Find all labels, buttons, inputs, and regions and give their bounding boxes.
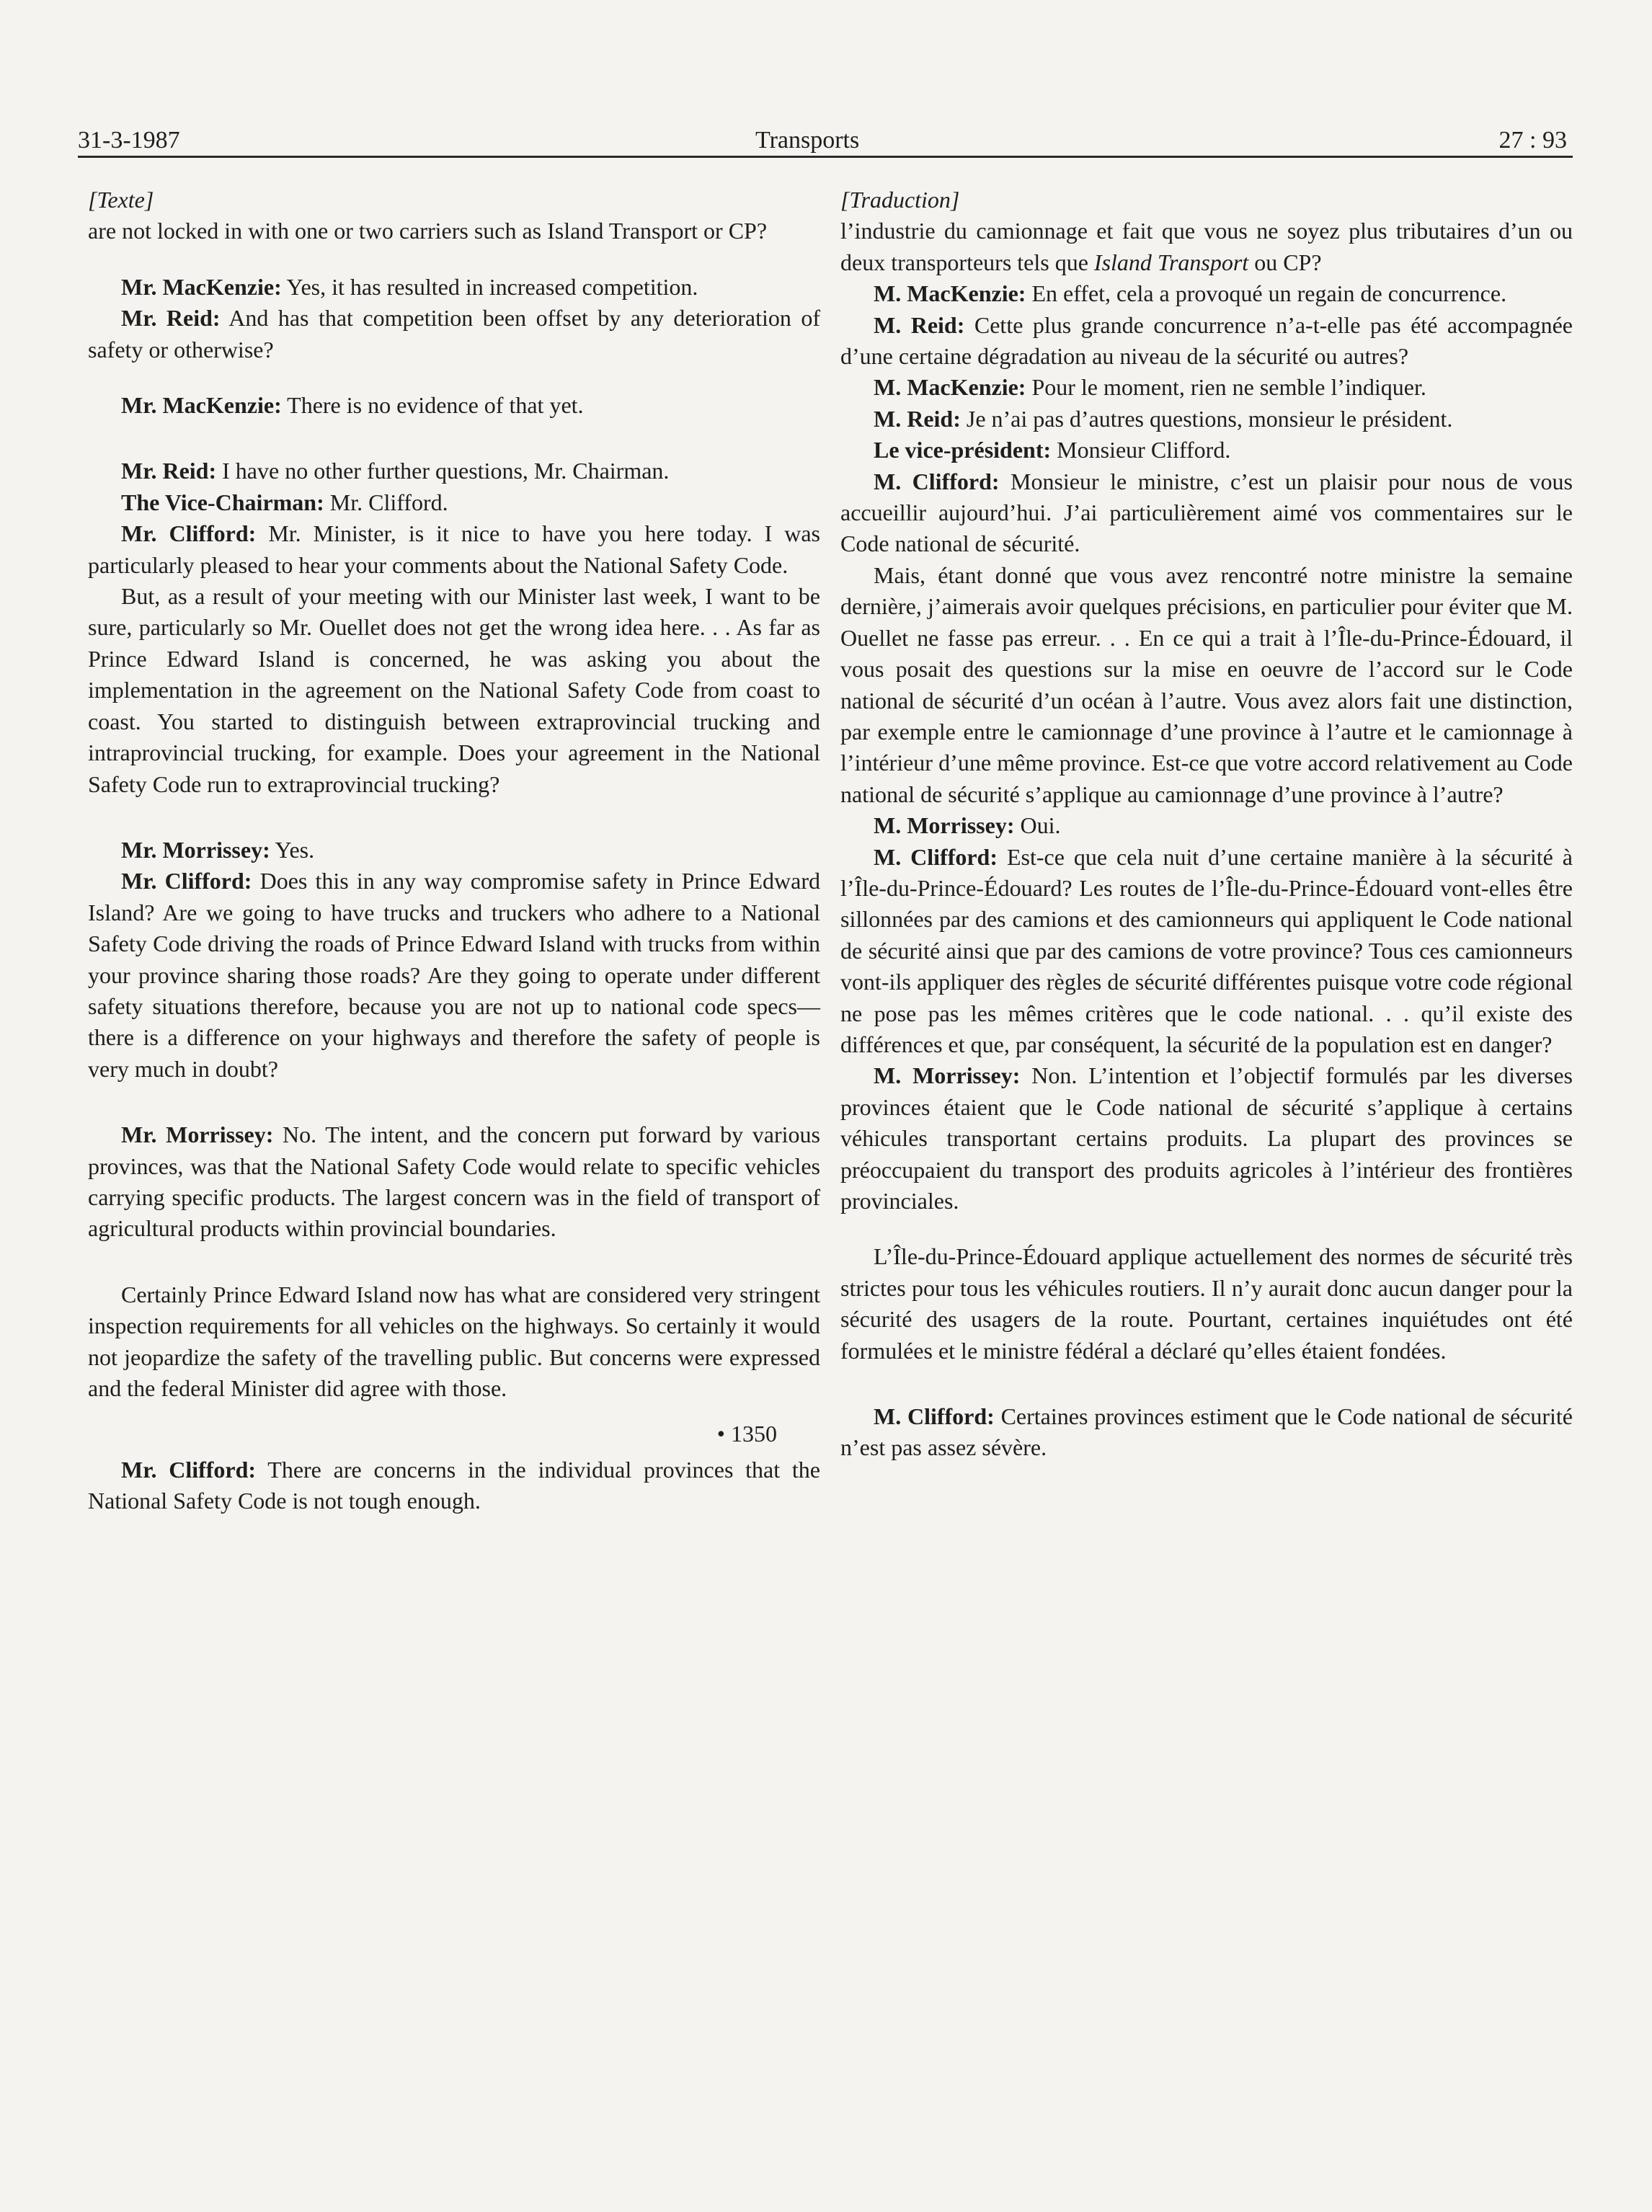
speech-text: Does this in any way compromise safety in Prince Edward Island? Are we going to have trucks and truckers who adhere to a National Safety Code driving the roads of Prince Edward Island with trucks from within your province sharing those roads? Are they going to operate under different safety situations therefore, because you are not up to national code specs—there is a difference on your highways and therefore the safety of people is very much in doubt? xyxy=(88,868,821,1082)
speech-paragraph xyxy=(840,810,1573,841)
speaker-name: M. MacKenzie: xyxy=(874,374,1026,401)
paragraph-continuation: are not locked in with one or two carriers such as Island Transport or CP? xyxy=(88,218,768,244)
speech-paragraph xyxy=(840,404,1573,435)
speaker-name: Mr. Clifford: xyxy=(121,868,252,894)
speech-paragraph xyxy=(840,1401,1573,1464)
speech-text: No. The intent, and the concern put forward by various provinces, was that the National Safety Code would relate to specific vehicles carrying specific products. The largest concern was in the field of transport of agricultural products within provincial boundaries. xyxy=(88,1121,821,1242)
speaker-name: M. MacKenzie: xyxy=(874,280,1026,307)
speech-text: Je n’ai pas d’autres questions, monsieur le président. xyxy=(960,405,1453,432)
text-paragraph: L’Île-du-Prince-Édouard applique actuellement des normes de sécurité très strictes pour tous les véhicules routiers. Il n’y aurait donc aucun danger pour la sécurité des usagers de la route. Pourtant, certaines inquiétudes ont été formulées et le ministre fédéral a déclaré qu’elles étaient fondées. xyxy=(840,1243,1573,1364)
text-paragraph: Certainly Prince Edward Island now has what are considered very stringent inspection requirements for all vehicles on the highways. So certainly it would not jeopardize the safety of the travelling public. But concerns were expressed and the federal Minister did agree with those. xyxy=(88,1281,820,1401)
speech-text: There are concerns in the individual provinces that the National Safety Code is not tough enough. xyxy=(88,1456,821,1514)
speech-text: Monsieur Clifford. xyxy=(1051,437,1231,463)
speaker-name: M. Reid: xyxy=(874,311,965,338)
speaker-name: M. Morrissey: xyxy=(874,812,1015,839)
speech-paragraph xyxy=(88,518,820,581)
speaker-name: Mr. Reid: xyxy=(121,458,217,484)
speech-paragraph xyxy=(840,310,1573,373)
speech-paragraph xyxy=(840,466,1573,560)
speech-paragraph xyxy=(88,1119,820,1245)
speaker-name: Mr. Reid: xyxy=(121,305,221,332)
speech-text: Cette plus grande concurrence n’a-t-elle pas été accompagnée d’une certaine dégradation au niveau de la sécurité ou autres? xyxy=(840,311,1573,370)
english-column xyxy=(88,185,820,1517)
speech-paragraph xyxy=(88,1454,820,1517)
continuation-text-end: ou CP? xyxy=(1248,249,1322,275)
paragraph-continuation xyxy=(840,216,1573,278)
speaker-name: M. Clifford: xyxy=(874,843,998,870)
header-page-number: 27 : 93 xyxy=(1498,127,1567,154)
speaker-name: Mr. Clifford: xyxy=(121,1456,257,1483)
speech-text: Non. L’intention et l’objectif formulés par les diverses provinces étaient que le Code national de sécurité s’applique à certains véhicules transportant certains produits. La plupart des provinces se préoccupaient du transport des produits agricoles à l’intérieur des frontières provinciales. xyxy=(840,1062,1573,1214)
speaker-name: The Vice-Chairman: xyxy=(121,489,324,515)
speech-text: Yes, it has resulted in increased competition. xyxy=(281,273,698,300)
speech-text: And has that competition been offset by any deterioration of safety or otherwise? xyxy=(88,305,821,363)
speaker-name: Mr. MacKenzie: xyxy=(121,273,282,300)
speaker-name: Le vice-président: xyxy=(874,437,1052,463)
speech-paragraph xyxy=(88,456,820,487)
speech-paragraph xyxy=(88,272,820,303)
speech-text: Monsieur le ministre, c’est un plaisir pour nous de vous accueillir aujourd’hui. J’ai particulièrement aimé vos commentaires sur le Code national de sécurité. xyxy=(840,468,1573,557)
section-label-traduction: [Traduction] xyxy=(840,187,960,213)
speaker-name: M. Morrissey: xyxy=(874,1062,1021,1089)
french-column xyxy=(840,185,1573,1464)
speech-text: Pour le moment, rien ne semble l’indiquer. xyxy=(1026,374,1426,401)
speech-text: There is no evidence of that yet. xyxy=(281,392,584,419)
speech-text: En effet, cela a provoqué un regain de concurrence. xyxy=(1026,280,1507,307)
continuation-text: l’industrie du camionnage et fait que vous ne soyez plus tributaires d’un ou deux transporteurs tels que xyxy=(840,218,1573,275)
speaker-name: M. Clifford: xyxy=(874,1403,995,1430)
speech-paragraph xyxy=(840,842,1573,1061)
header-title: Transports xyxy=(755,127,860,154)
speaker-name: Mr. Morrissey: xyxy=(121,836,270,863)
speech-text: Mr. Minister, is it nice to have you here today. I was particularly pleased to hear your comments about the National Safety Code. xyxy=(88,520,821,578)
text-paragraph: But, as a result of your meeting with our Minister last week, I want to be sure, particularly so Mr. Ouellet does not get the wrong idea here. . . As far as Prince Edward Island is concerned, he was asking you about the implementation in the agreement on the National Safety Code from coast to coast. You started to distinguish between extraprovincial trucking and intraprovincial trucking, for example. Does your agreement in the National Safety Code run to extraprovincial trucking? xyxy=(88,583,820,797)
speech-text: Mr. Clifford. xyxy=(324,489,448,515)
speech-paragraph xyxy=(840,1060,1573,1217)
header-date: 31-3-1987 xyxy=(78,127,180,154)
speech-text: Est-ce que cela nuit d’une certaine manière à la sécurité à l’Île-du-Prince-Édouard? Les routes de l’Île-du-Prince-Édouard vont-elles être sillonnées par des camions et des camionneurs qui appliquent le Code national de sécurité ainsi que par des camions de votre province? Tous ces camionneurs vont-ils appliquer des règles de sécurité différentes puisque votre code régional ne pose pas les mêmes critères que le code national. . . qu’il existe des différences et que, par conséquent, la sécurité de la population est en danger? xyxy=(840,843,1573,1057)
section-label-texte: [Texte] xyxy=(88,187,154,213)
time-marker: • 1350 xyxy=(716,1421,777,1447)
speaker-name: Mr. Clifford: xyxy=(121,520,257,547)
company-name: Island Transport xyxy=(1093,249,1249,275)
speech-paragraph xyxy=(88,835,820,866)
speaker-name: M. Clifford: xyxy=(874,468,1000,494)
speech-paragraph xyxy=(840,435,1573,466)
speech-text: I have no other further questions, Mr. Chairman. xyxy=(216,458,670,484)
speech-paragraph xyxy=(88,303,820,365)
speech-paragraph xyxy=(88,390,820,421)
speaker-name: M. Reid: xyxy=(874,405,961,432)
speech-paragraph xyxy=(840,372,1573,403)
text-paragraph: Mais, étant donné que vous avez rencontré notre ministre la semaine dernière, j’aimerais avoir quelques précisions, en particulier pour éviter que M. Ouellet ne fasse pas erreur. . . En ce qui a trait à l’Île-du-Prince-Édouard, il vous posait des questions sur la mise en oeuvre de l’accord sur le Code national de sécurité d’un océan à l’autre. Vous avez alors fait une distinction, par exemple entre le camionnage d’une province à l’autre et le camionnage à l’intérieur d’une même province. Est-ce que votre accord relativement au Code national de sécurité s’applique au camionnage d’une province à l’autre? xyxy=(840,561,1573,807)
speech-text: Certaines provinces estiment que le Code national de sécurité n’est pas assez sévère. xyxy=(840,1403,1573,1461)
speech-text: Yes. xyxy=(270,836,315,863)
page-header xyxy=(78,124,1573,158)
speaker-name: Mr. Morrissey: xyxy=(121,1121,274,1148)
speaker-name: Mr. MacKenzie: xyxy=(121,392,282,419)
speech-text: Oui. xyxy=(1014,812,1061,839)
speech-paragraph xyxy=(88,866,820,1085)
speech-paragraph xyxy=(840,278,1573,309)
speech-paragraph xyxy=(88,487,820,518)
